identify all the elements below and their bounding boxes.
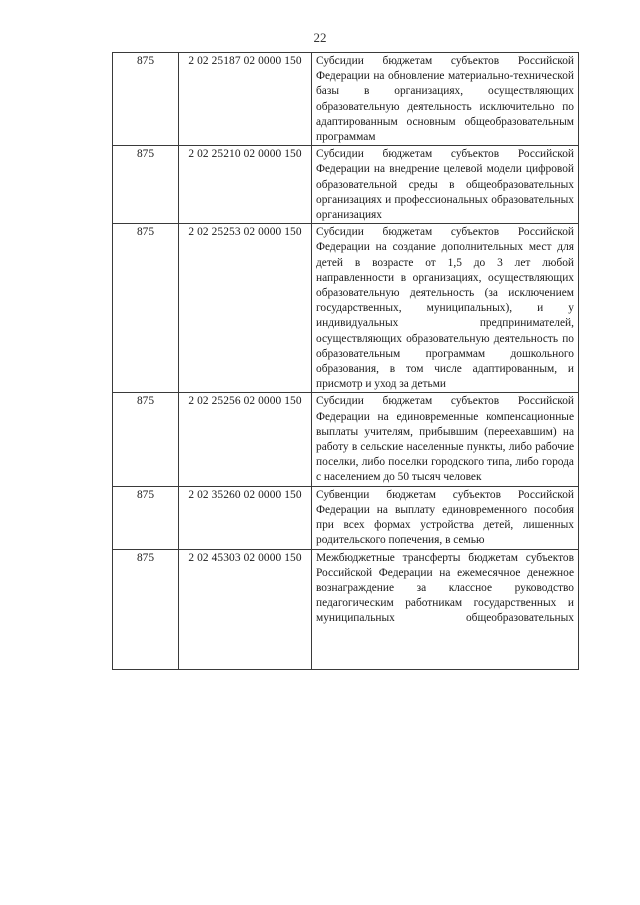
table-row: [113, 393, 579, 486]
budget-code-cell: 2 02 25187 02 0000 150: [179, 53, 312, 146]
description-text: Межбюджетные трансферты бюджетам субъектов Российской Федерации на ежемесячное денежное вознаграждение за классное руководство педагогическим работникам государственных и муниципальных общеобразовательных: [316, 551, 574, 625]
budget-code-cell: 2 02 35260 02 0000 150: [179, 486, 312, 549]
description-cell: Субсидии бюджетам субъектов Российской Федерации на обновление материально-технической базы в организациях, осуществляющих образовательную деятельность исключительно по адаптированным основным общеобразовательным программам: [312, 53, 579, 146]
admin-code-cell: 875: [113, 146, 179, 224]
admin-code-cell: 875: [113, 393, 179, 486]
table-row: [113, 549, 579, 669]
admin-code-cell: 875: [113, 53, 179, 146]
budget-code-cell: 2 02 25210 02 0000 150: [179, 146, 312, 224]
description-cell: Субсидии бюджетам субъектов Российской Федерации на единовременные компенсационные выплаты учителям, прибывшим (переехавшим) на работу в сельские населенные пункты, либо рабочие поселки, либо поселки городского типа, либо города с населением до 50 тысяч человек: [312, 393, 579, 486]
table-row: [113, 486, 579, 549]
table-row: [113, 146, 579, 224]
page-number: 22: [313, 30, 327, 45]
description-cell: Субвенции бюджетам субъектов Российской Федерации на выплату единовременного пособия при всех формах устройства детей, лишенных родительского попечения, в семью: [312, 486, 579, 549]
budget-code-cell: 2 02 25256 02 0000 150: [179, 393, 312, 486]
description-cell: Субсидии бюджетам субъектов Российской Федерации на внедрение целевой модели цифровой образовательной среды в общеобразовательных организациях и профессиональных образовательных организациях: [312, 146, 579, 224]
table-row: [113, 53, 579, 146]
budget-classification-table: [112, 52, 579, 670]
description-cell: Субсидии бюджетам субъектов Российской Федерации на создание дополнительных мест для детей в возрасте от 1,5 до 3 лет любой направленности в организациях, осуществляющих образовательную деятельность (за исключением государственных, муниципальных), и у индивидуальных предпринимателей, осуществляющих образовательную деятельность по образовательным программам дошкольного образования, в том числе адаптированным, и присмотр и уход за детьми: [312, 224, 579, 393]
table-row: [113, 224, 579, 393]
admin-code-cell: 875: [113, 549, 179, 669]
description-cell: [312, 549, 579, 669]
admin-code-cell: 875: [113, 224, 179, 393]
budget-code-cell: 2 02 45303 02 0000 150: [179, 549, 312, 669]
admin-code-cell: 875: [113, 486, 179, 549]
budget-code-cell: 2 02 25253 02 0000 150: [179, 224, 312, 393]
